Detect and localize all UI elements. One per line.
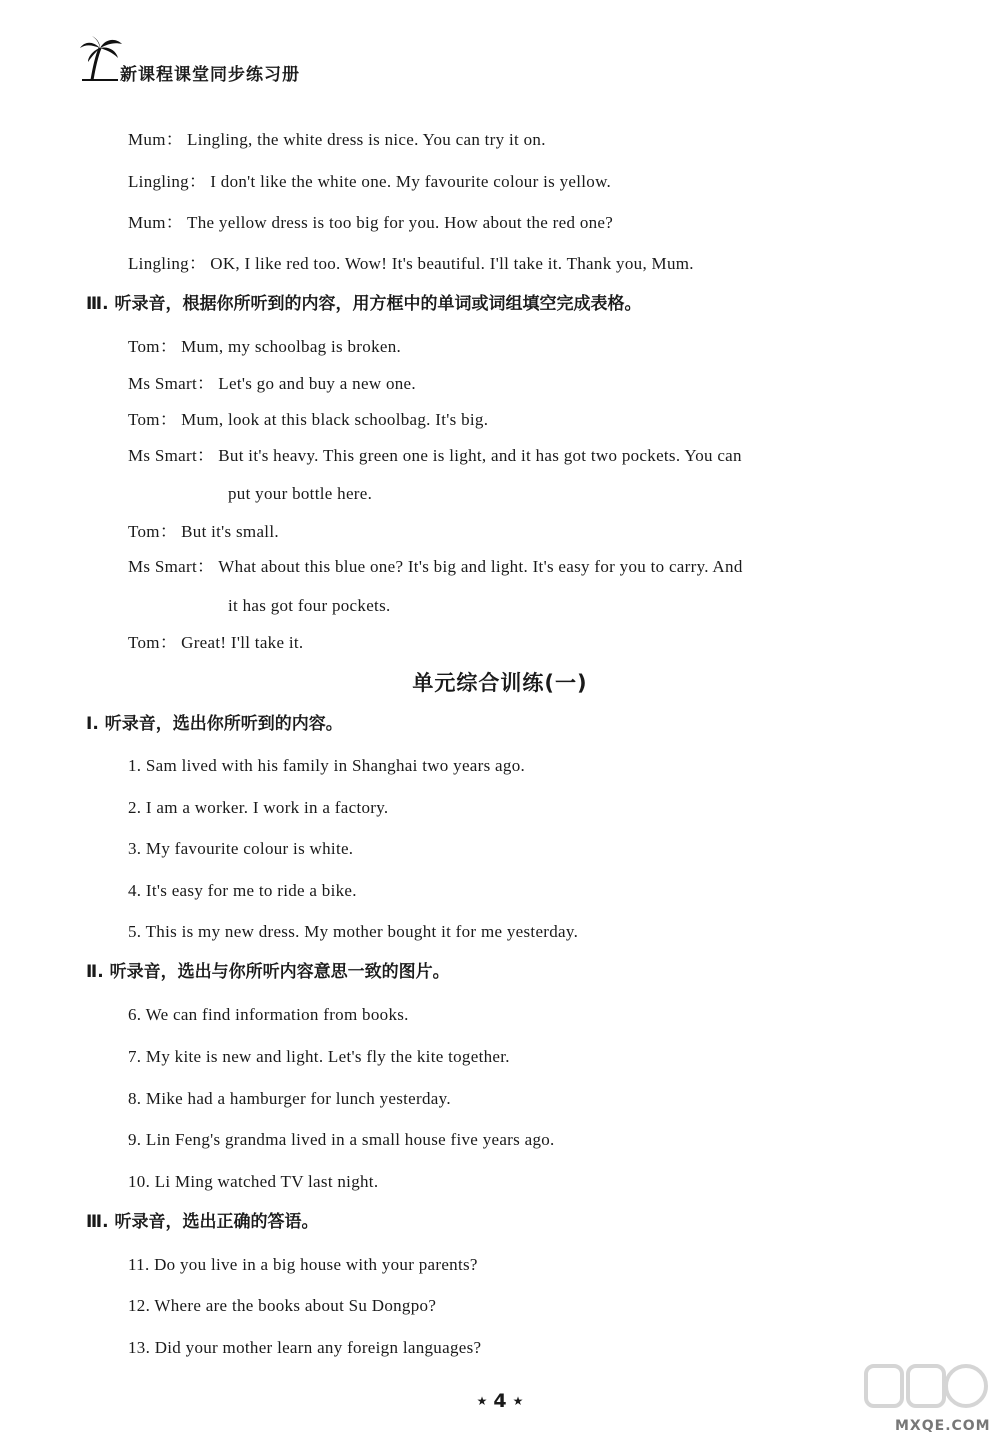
utterance: Mum, my schoolbag is broken. [181, 337, 402, 356]
question-item: 13. Did your mother learn any foreign languages? [128, 1338, 482, 1357]
question-item: 4. It's easy for me to ride a bike. [128, 881, 357, 900]
question-item: 11. Do you live in a big house with your parents? [128, 1255, 478, 1274]
question-item: 8. Mike had a hamburger for lunch yesterday. [128, 1089, 451, 1108]
speaker: Ms Smart： [128, 374, 215, 393]
speaker: Lingling： [128, 254, 207, 273]
dialogue-line [128, 373, 416, 395]
star-icon: ★ [476, 1394, 488, 1408]
dialogue-line [128, 409, 488, 431]
question-item: 6. We can find information from books. [128, 1005, 409, 1024]
question-item: 1. Sam lived with his family in Shanghai two years ago. [128, 756, 526, 775]
utterance: put your bottle here. [228, 484, 373, 503]
dialogue-line-continued [228, 483, 372, 505]
dialogue-line [128, 212, 613, 234]
question-item: 5. This is my new dress. My mother bought it for me yesterday. [128, 922, 579, 941]
speaker: Tom： [128, 410, 178, 429]
utterance: What about this blue one? It's big and light. It's easy for you to carry. And [218, 557, 743, 576]
utterance: OK, I like red too. Wow! It's beautiful. I'll take it. Thank you, Mum. [210, 254, 694, 273]
star-icon: ★ [512, 1394, 524, 1408]
utterance: Lingling, the white dress is nice. You can try it on. [187, 130, 546, 149]
dialogue-line [128, 336, 401, 358]
dialogue-line-continued [228, 595, 391, 617]
question-item: 7. My kite is new and light. Let's fly the kite together. [128, 1047, 510, 1066]
speaker: Tom： [128, 522, 178, 541]
page-number-value: 4 [493, 1390, 507, 1412]
utterance: I don't like the white one. My favourite colour is yellow. [210, 172, 612, 191]
speaker: Tom： [128, 633, 178, 652]
section-heading: Ⅲ. 听录音，根据你所听到的内容，用方框中的单词或词组填空完成表格。 [86, 294, 642, 314]
speaker: Tom： [128, 337, 178, 356]
section-heading: Ⅱ. 听录音，选出与你所听内容意思一致的图片。 [86, 962, 450, 982]
speaker: Lingling： [128, 172, 207, 191]
utterance: Great! I'll take it. [181, 633, 304, 652]
utterance: The yellow dress is too big for you. How about the red one? [187, 213, 614, 232]
utterance: Let's go and buy a new one. [218, 374, 416, 393]
speaker: Mum： [128, 130, 184, 149]
question-item: 9. Lin Feng's grandma lived in a small house five years ago. [128, 1130, 555, 1149]
utterance: Mum, look at this black schoolbag. It's big. [181, 410, 489, 429]
dialogue-line [128, 632, 303, 654]
utterance: But it's small. [181, 522, 279, 541]
book-title: 新课程课堂同步练习册 [120, 65, 300, 85]
utterance: But it's heavy. This green one is light, and it has got two pockets. You can [218, 446, 742, 465]
question-item: 3. My favourite colour is white. [128, 839, 354, 858]
speaker: Ms Smart： [128, 557, 215, 576]
question-item: 10. Li Ming watched TV last night. [128, 1172, 379, 1191]
dialogue-line [128, 171, 611, 193]
section-heading: Ⅲ. 听录音，选出正确的答语。 [86, 1212, 319, 1232]
speaker: Mum： [128, 213, 184, 232]
section-heading: Ⅰ. 听录音，选出你所听到的内容。 [86, 714, 343, 734]
page-number [0, 1390, 1000, 1412]
dialogue-line [128, 521, 279, 543]
palm-tree-icon [78, 36, 126, 82]
question-item: 2. I am a worker. I work in a factory. [128, 798, 389, 817]
dialogue-line [128, 129, 546, 151]
question-item: 12. Where are the books about Su Dongpo? [128, 1296, 437, 1315]
unit-title: 单元综合训练(一) [412, 671, 588, 695]
utterance: it has got four pockets. [228, 596, 391, 615]
dialogue-line [128, 445, 742, 467]
dialogue-line [128, 253, 694, 275]
speaker: Ms Smart： [128, 446, 215, 465]
watermark-text: MXQE.COM [895, 1418, 991, 1434]
dialogue-line [128, 556, 743, 578]
